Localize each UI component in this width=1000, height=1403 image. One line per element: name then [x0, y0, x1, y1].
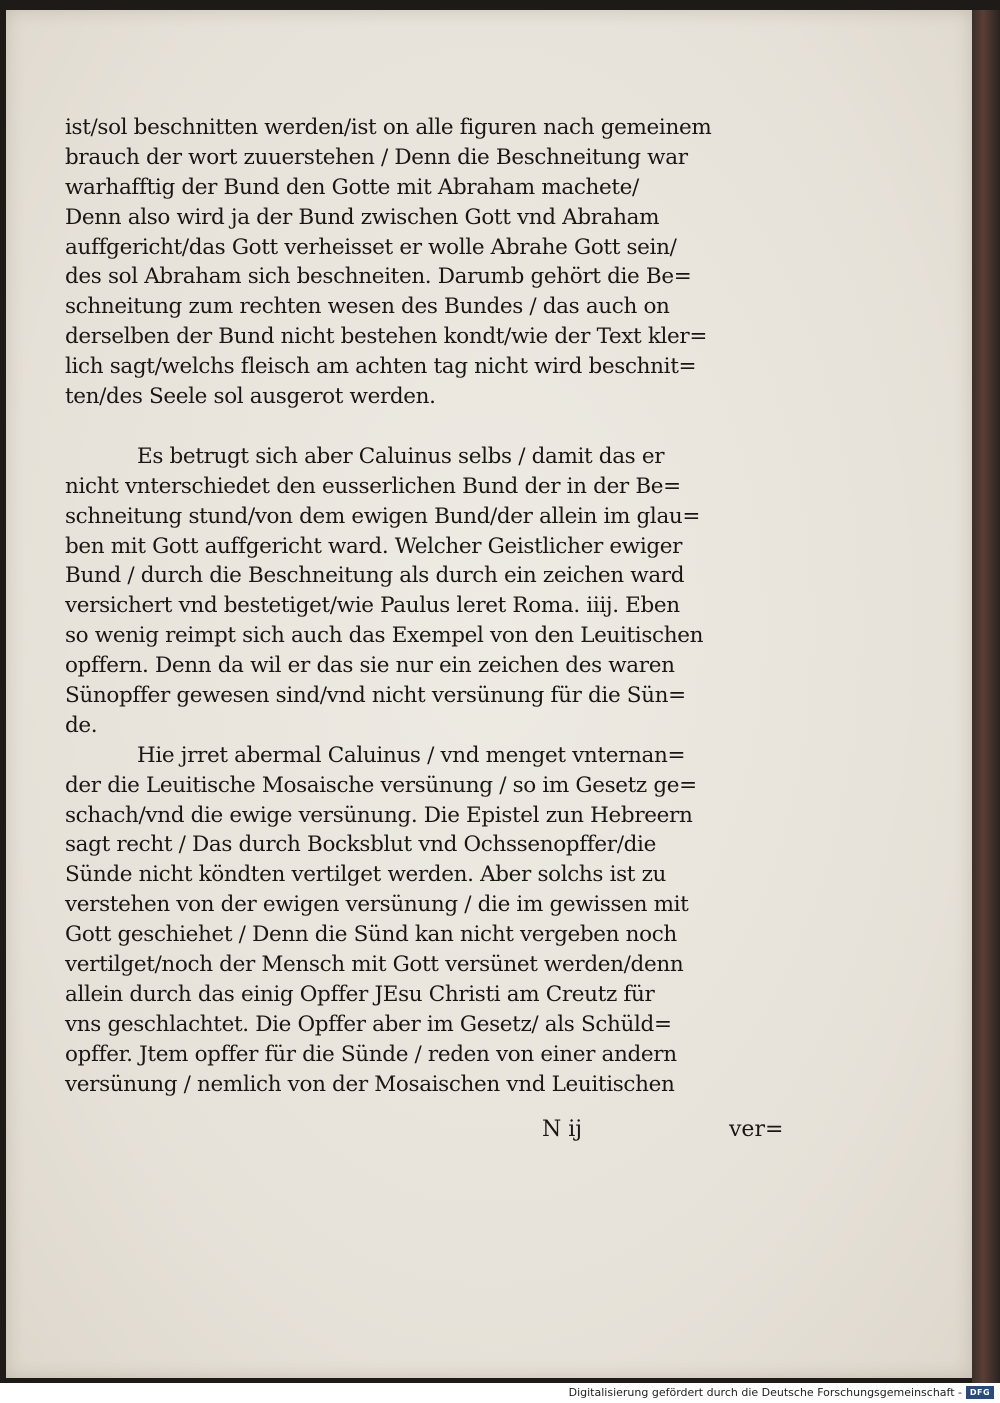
text-line: ten/des Seele sol ausgerot werden. [65, 384, 436, 410]
text-line: Sünde nicht köndten vertilget werden. Aber solchs ist zu [65, 862, 667, 888]
text-line: Gott geschiehet / Denn die Sünd kan nicht vergeben noch [65, 922, 677, 948]
text-line: warhafftig der Bund den Gotte mit Abraham machete/ [65, 174, 639, 200]
text-line: Sünopffer gewesen sind/vnd nicht versünung für die Sün= [65, 683, 686, 709]
paragraph-gap [65, 412, 800, 442]
paragraph-3 [65, 741, 800, 1100]
book-page [6, 10, 972, 1378]
text-line: der die Leuitische Mosaische versünung / so im Gesetz ge= [65, 772, 697, 798]
text-line: schneitung zum rechten wesen des Bundes / das auch on [65, 294, 670, 320]
signature-row [6, 1117, 786, 1147]
text-line: ben mit Gott auffgericht ward. Welcher Geistlicher ewiger [65, 533, 683, 559]
text-line: so wenig reimpt sich auch das Exempel von den Leuitischen [65, 623, 704, 649]
text-line: derselben der Bund nicht bestehen kondt/wie der Text kler= [65, 324, 707, 350]
text-line: versünung / nemlich von der Mosaischen vnd Leuitischen [65, 1071, 675, 1097]
text-line: brauch der wort zuuerstehen / Denn die Beschneitung war [65, 144, 688, 170]
text-line: auffgericht/das Gott verheisset er wolle Abrahe Gott sein/ [65, 234, 677, 260]
text-line: schach/vnd die ewige versünung. Die Epistel zun Hebreern [65, 802, 693, 828]
text-line: vertilget/noch der Mensch mit Gott versünet werden/denn [65, 952, 684, 978]
paragraph-2 [65, 442, 800, 741]
page-text-block [65, 113, 800, 1100]
text-line: Bund / durch die Beschneitung als durch ein zeichen ward [65, 563, 685, 589]
book-spine-edge [972, 10, 1000, 1383]
text-line: de. [65, 712, 98, 738]
dfg-logo[interactable]: DFG [966, 1386, 994, 1399]
text-line: schneitung stund/von dem ewigen Bund/der allein im glau= [65, 503, 701, 529]
text-line: opffern. Denn da wil er das sie nur ein zeichen des waren [65, 653, 675, 679]
text-line: sagt recht / Das durch Bocksblut vnd Ochssenopffer/die [65, 832, 656, 858]
text-line: opffer. Jtem opffer für die Sünde / reden von einer andern [65, 1041, 677, 1067]
text-line-indented: Hie jrret abermal Caluinus / vnd menget vnternan= [137, 742, 686, 768]
text-line: verstehen von der ewigen versünung / die im gewissen mit [65, 892, 689, 918]
text-line: vns geschlachtet. Die Opffer aber im Gesetz/ als Schüld= [65, 1011, 672, 1037]
text-line: allein durch das einig Opffer JEsu Christi am Creutz für [65, 981, 655, 1007]
digitization-credit: Digitalisierung gefördert durch die Deutsche Forschungsgemeinschaft - [568, 1386, 962, 1399]
text-line: des sol Abraham sich beschneiten. Darumb gehört die Be= [65, 264, 692, 290]
paragraph-1 [65, 113, 800, 412]
signature-mark: N ij [542, 1117, 583, 1142]
catchword: ver= [729, 1117, 784, 1142]
text-line: Denn also wird ja der Bund zwischen Gott vnd Abraham [65, 204, 660, 230]
text-line: ist/sol beschnitten werden/ist on alle figuren nach gemeinem [65, 115, 712, 140]
text-line: lich sagt/welchs fleisch am achten tag nicht wird beschnit= [65, 354, 697, 380]
text-line: nicht vnterschiedet den eusserlichen Bund der in der Be= [65, 473, 681, 499]
text-line-indented: Es betrugt sich aber Caluinus selbs / damit das er [137, 443, 665, 469]
footer-bar [0, 1383, 1000, 1403]
text-line: versichert vnd bestetiget/wie Paulus leret Roma. iiij. Eben [65, 593, 680, 619]
